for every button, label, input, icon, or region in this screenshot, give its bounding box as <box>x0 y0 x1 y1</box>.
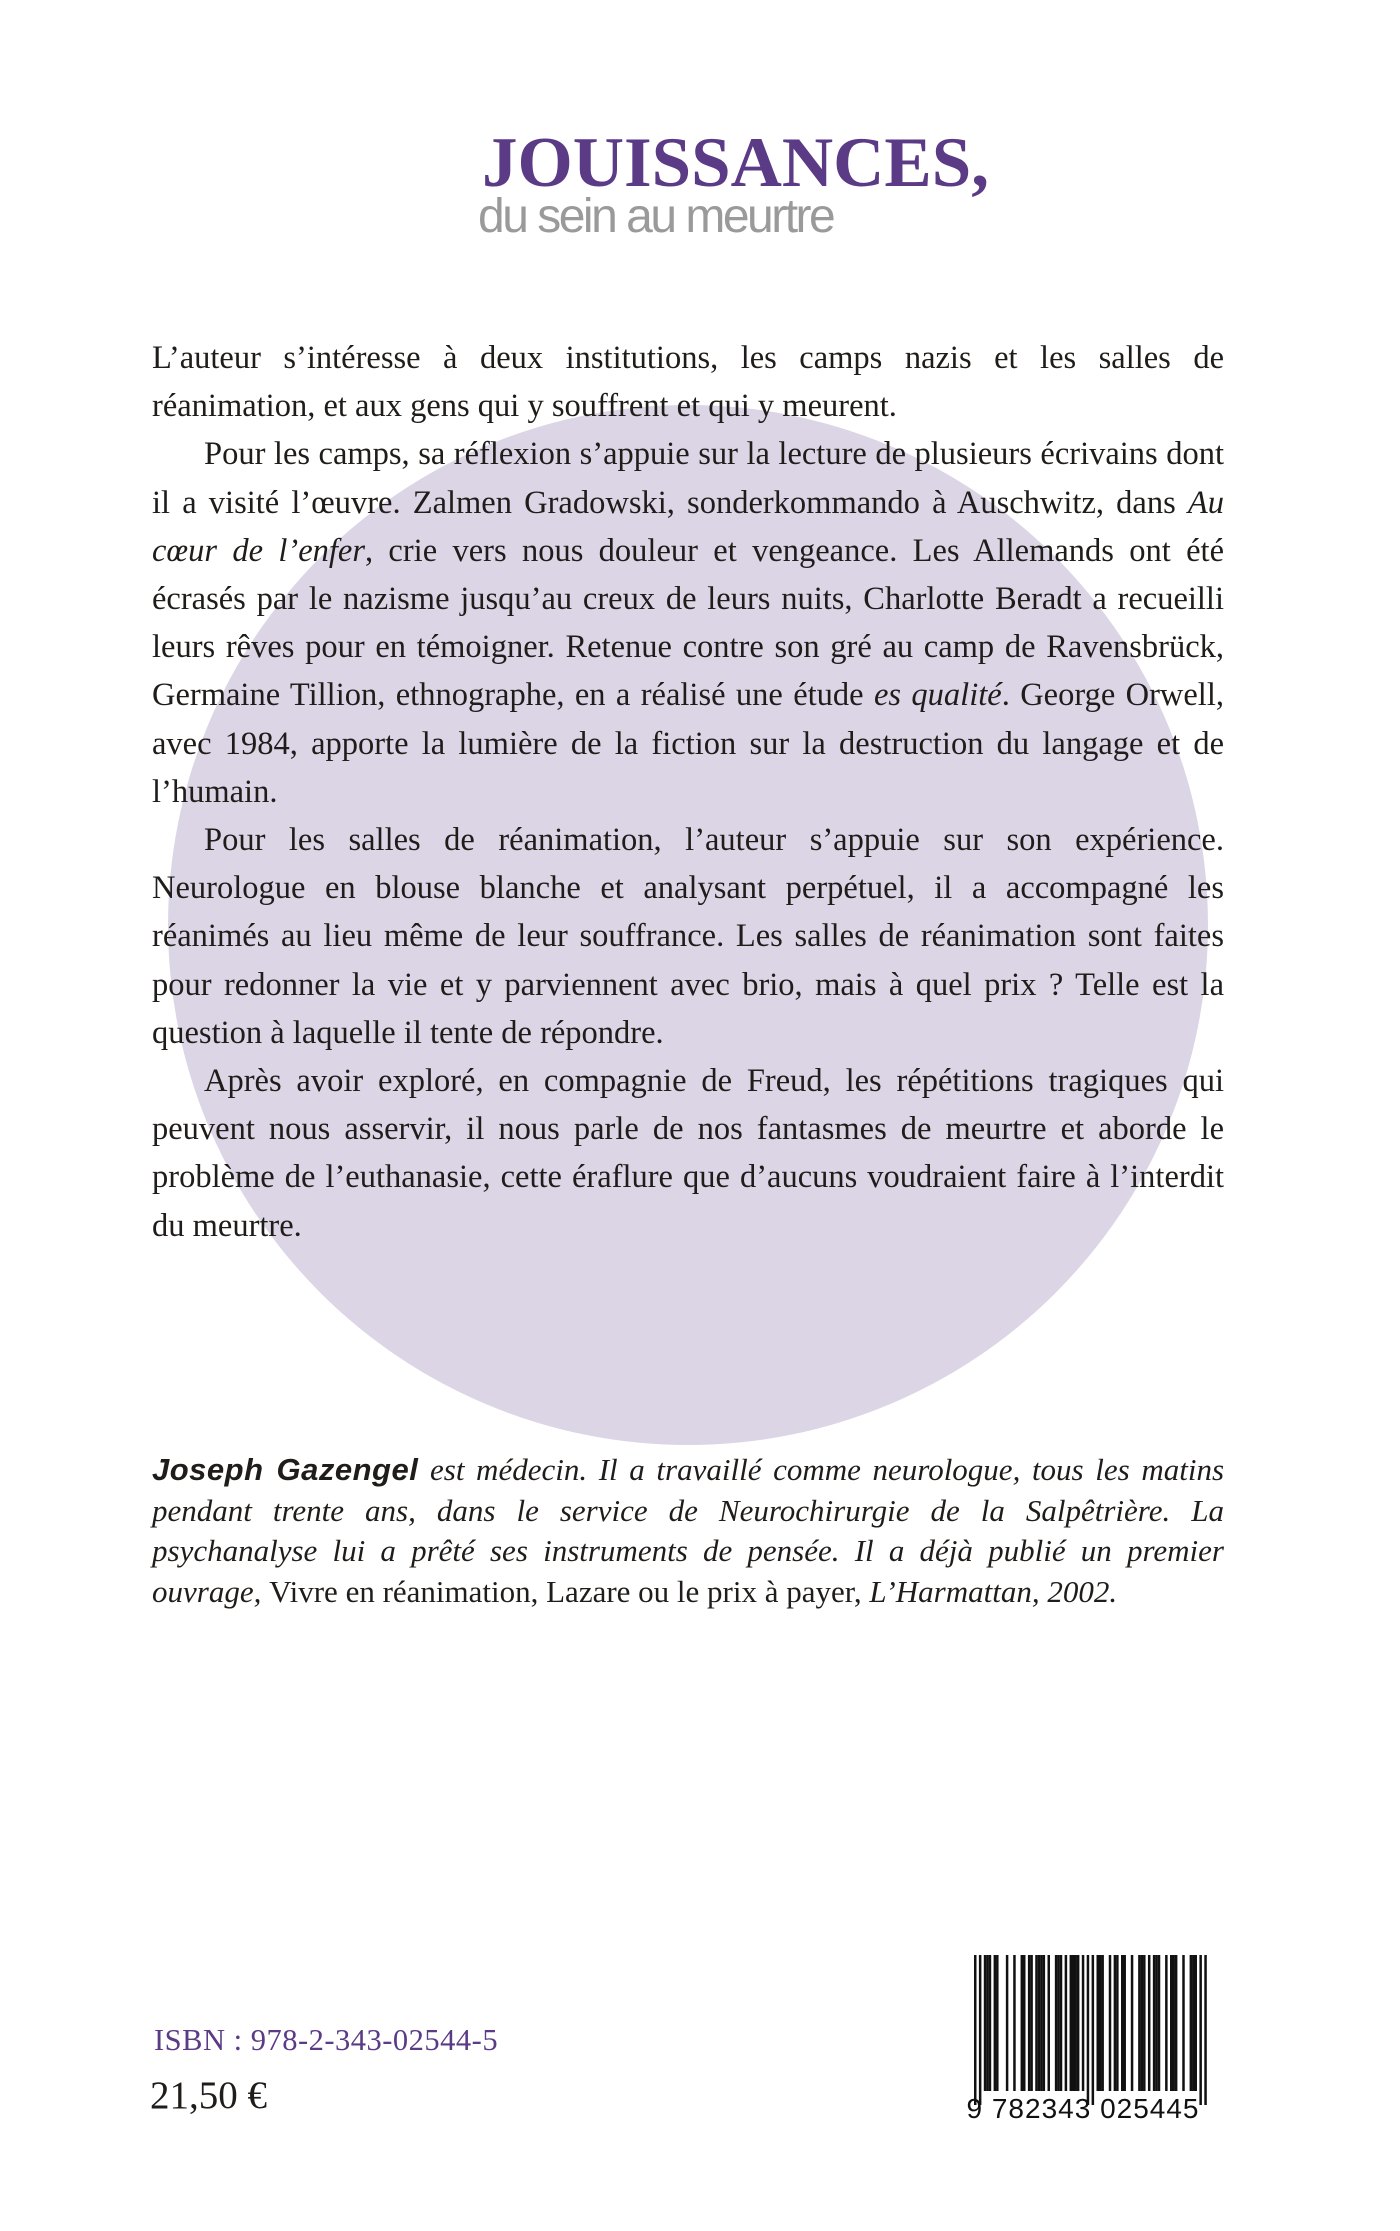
barcode-bar <box>1170 1955 1173 2091</box>
barcode-bar <box>1141 1955 1144 2091</box>
barcode-bar <box>1040 1955 1043 2091</box>
barcode-bar <box>1030 1955 1033 2091</box>
barcode-bar <box>1082 1955 1085 2091</box>
barcode-bar <box>1070 1955 1073 2091</box>
barcode <box>950 1955 1216 2135</box>
price-label: 21,50 € <box>150 2074 267 2117</box>
barcode-bar <box>989 1955 992 2091</box>
blurb-paragraph-1: L’auteur s’intéresse à deux institutions, les camps nazis et les salles de réanimation, et aux gens qui y souffrent et qui y meurent. <box>152 340 1224 425</box>
barcode-bar <box>1199 1955 1202 2105</box>
barcode-bar <box>1055 1955 1058 2091</box>
barcode-bar <box>1143 1955 1146 2091</box>
barcode-bar <box>1148 1955 1151 2091</box>
barcode-bar <box>996 1955 999 2091</box>
barcode-bar <box>1165 1955 1168 2091</box>
barcode-bar <box>1092 1955 1095 2105</box>
barcode-bar <box>1035 1955 1038 2091</box>
barcode-bar <box>1158 1955 1161 2091</box>
blurb-p2-part-c: . George Orwell, avec 1984, apporte la lumière de la fiction sur la destruction du langage et de l’humain. <box>152 677 1224 810</box>
barcode-bar <box>1195 1955 1198 2091</box>
author-bio-text-a: est médecin. Il a travaillé comme neurologue, tous les matins pendant trente ans, dans le service de Neurochirurgie de la Salpêtrière. La psychanalyse lui a prêté ses instruments de pensée. Il a déjà publié un premier ouvrage, <box>152 1452 1225 1609</box>
barcode-bar <box>1101 1955 1104 2091</box>
barcode-bar <box>1074 1955 1077 2091</box>
blurb-p2-book-title: Au cœur de l’enfer <box>152 484 1224 569</box>
barcode-bar <box>1013 1955 1016 2091</box>
barcode-bar <box>1121 1955 1124 2091</box>
blurb-paragraph-4: Après avoir exploré, en compagnie de Freud, les répétitions tragiques qui peuvent nous asservir, il nous parle de nos fantasmes de meurtre et aborde le problème de l’euthanasie, cette éraflure que d’aucuns voudraient faire à l’interdit du meurtre. <box>152 1063 1224 1244</box>
barcode-bar <box>1099 1955 1102 2091</box>
barcode-bar <box>1038 1955 1041 2091</box>
book-title: JOUISSANCES, <box>482 124 990 202</box>
barcode-bar <box>974 1955 977 2105</box>
barcode-bar <box>1097 1955 1100 2091</box>
author-bio-paragraph <box>152 1450 1224 1612</box>
barcode-bar <box>1204 1955 1207 2105</box>
barcode-bar <box>984 1955 987 2091</box>
isbn-label: ISBN : 978-2-343-02544-5 <box>154 2023 499 2057</box>
barcode-bar <box>1123 1955 1126 2091</box>
barcode-bar <box>1072 1955 1075 2091</box>
blurb-p2-part-b: , crie vers nous douleur et vengeance. Les Allemands ont été écrasés par le nazisme jusqu’au creux de leurs nuits, Charlotte Beradt a recueilli leurs rêves pour en témoigner. Retenue contre son gré au camp de Ravensbrück, Germaine Tillion, ethnographe, en a réalisé une étude <box>152 532 1224 714</box>
barcode-bar <box>1065 1955 1068 2091</box>
barcode-bar <box>1192 1955 1195 2091</box>
barcode-bar <box>1006 1955 1009 2091</box>
barcode-bar <box>1114 1955 1117 2091</box>
barcode-bar <box>986 1955 989 2091</box>
barcode-bar <box>1172 1955 1175 2091</box>
barcode-bar <box>1182 1955 1185 2091</box>
barcode-bar <box>994 1955 997 2091</box>
barcode-bar <box>1155 1955 1158 2091</box>
barcode-bar <box>1048 1955 1051 2091</box>
barcode-bar <box>1087 1955 1090 2105</box>
book-subtitle: du sein au meurtre <box>478 190 834 243</box>
author-bio-text-b: L’Harmattan, 2002. <box>861 1573 1118 1609</box>
blurb-paragraph-3: Pour les salles de réanimation, l’auteur s’appuie sur son expérience. Neurologue en blouse blanche et analysant perpétuel, il a accompagné les réanimés au lieu même de leur souffrance. Les salles de réanimation sont faites pour redonner la vie et y parviennent avec brio, mais à quel prix ? Telle est la question à laquelle il tente de répondre. <box>152 822 1224 1051</box>
barcode-bar <box>1131 1955 1134 2091</box>
barcode-bar <box>1023 1955 1026 2091</box>
blurb-p2-part-a: Pour les camps, sa réflexion s’appuie sur la lecture de plusieurs écrivains dont il a visité l’œuvre. Zalmen Gradowski, sonderkommando à Auschwitz, dans <box>152 436 1224 521</box>
author-previous-book: Vivre en réanimation, Lazare ou le prix à payer, <box>269 1573 862 1609</box>
barcode-bar <box>1175 1955 1178 2091</box>
barcode-bar <box>1057 1955 1060 2091</box>
barcode-digits: 9 782343 025445 <box>966 2093 1200 2124</box>
barcode-bar <box>1077 1955 1080 2091</box>
barcode-bar <box>1116 1955 1119 2091</box>
barcode-bar <box>1028 1955 1031 2091</box>
barcode-bar <box>1109 1955 1112 2091</box>
barcode-bar <box>1043 1955 1046 2091</box>
barcode-bar <box>1153 1955 1156 2091</box>
blurb-paragraph-2 <box>152 430 1224 816</box>
blurb-p2-es-qualite: es qualité <box>873 677 1002 714</box>
barcode-bar <box>1138 1955 1141 2091</box>
barcode-bar <box>979 1955 982 2105</box>
barcode-bar <box>1060 1955 1063 2091</box>
author-name: Joseph Gazengel <box>152 1452 419 1487</box>
author-bio <box>152 1450 1224 1612</box>
barcode-bar <box>1190 1955 1193 2091</box>
barcode-bar <box>1021 1955 1024 2091</box>
back-cover-blurb <box>152 334 1224 1250</box>
